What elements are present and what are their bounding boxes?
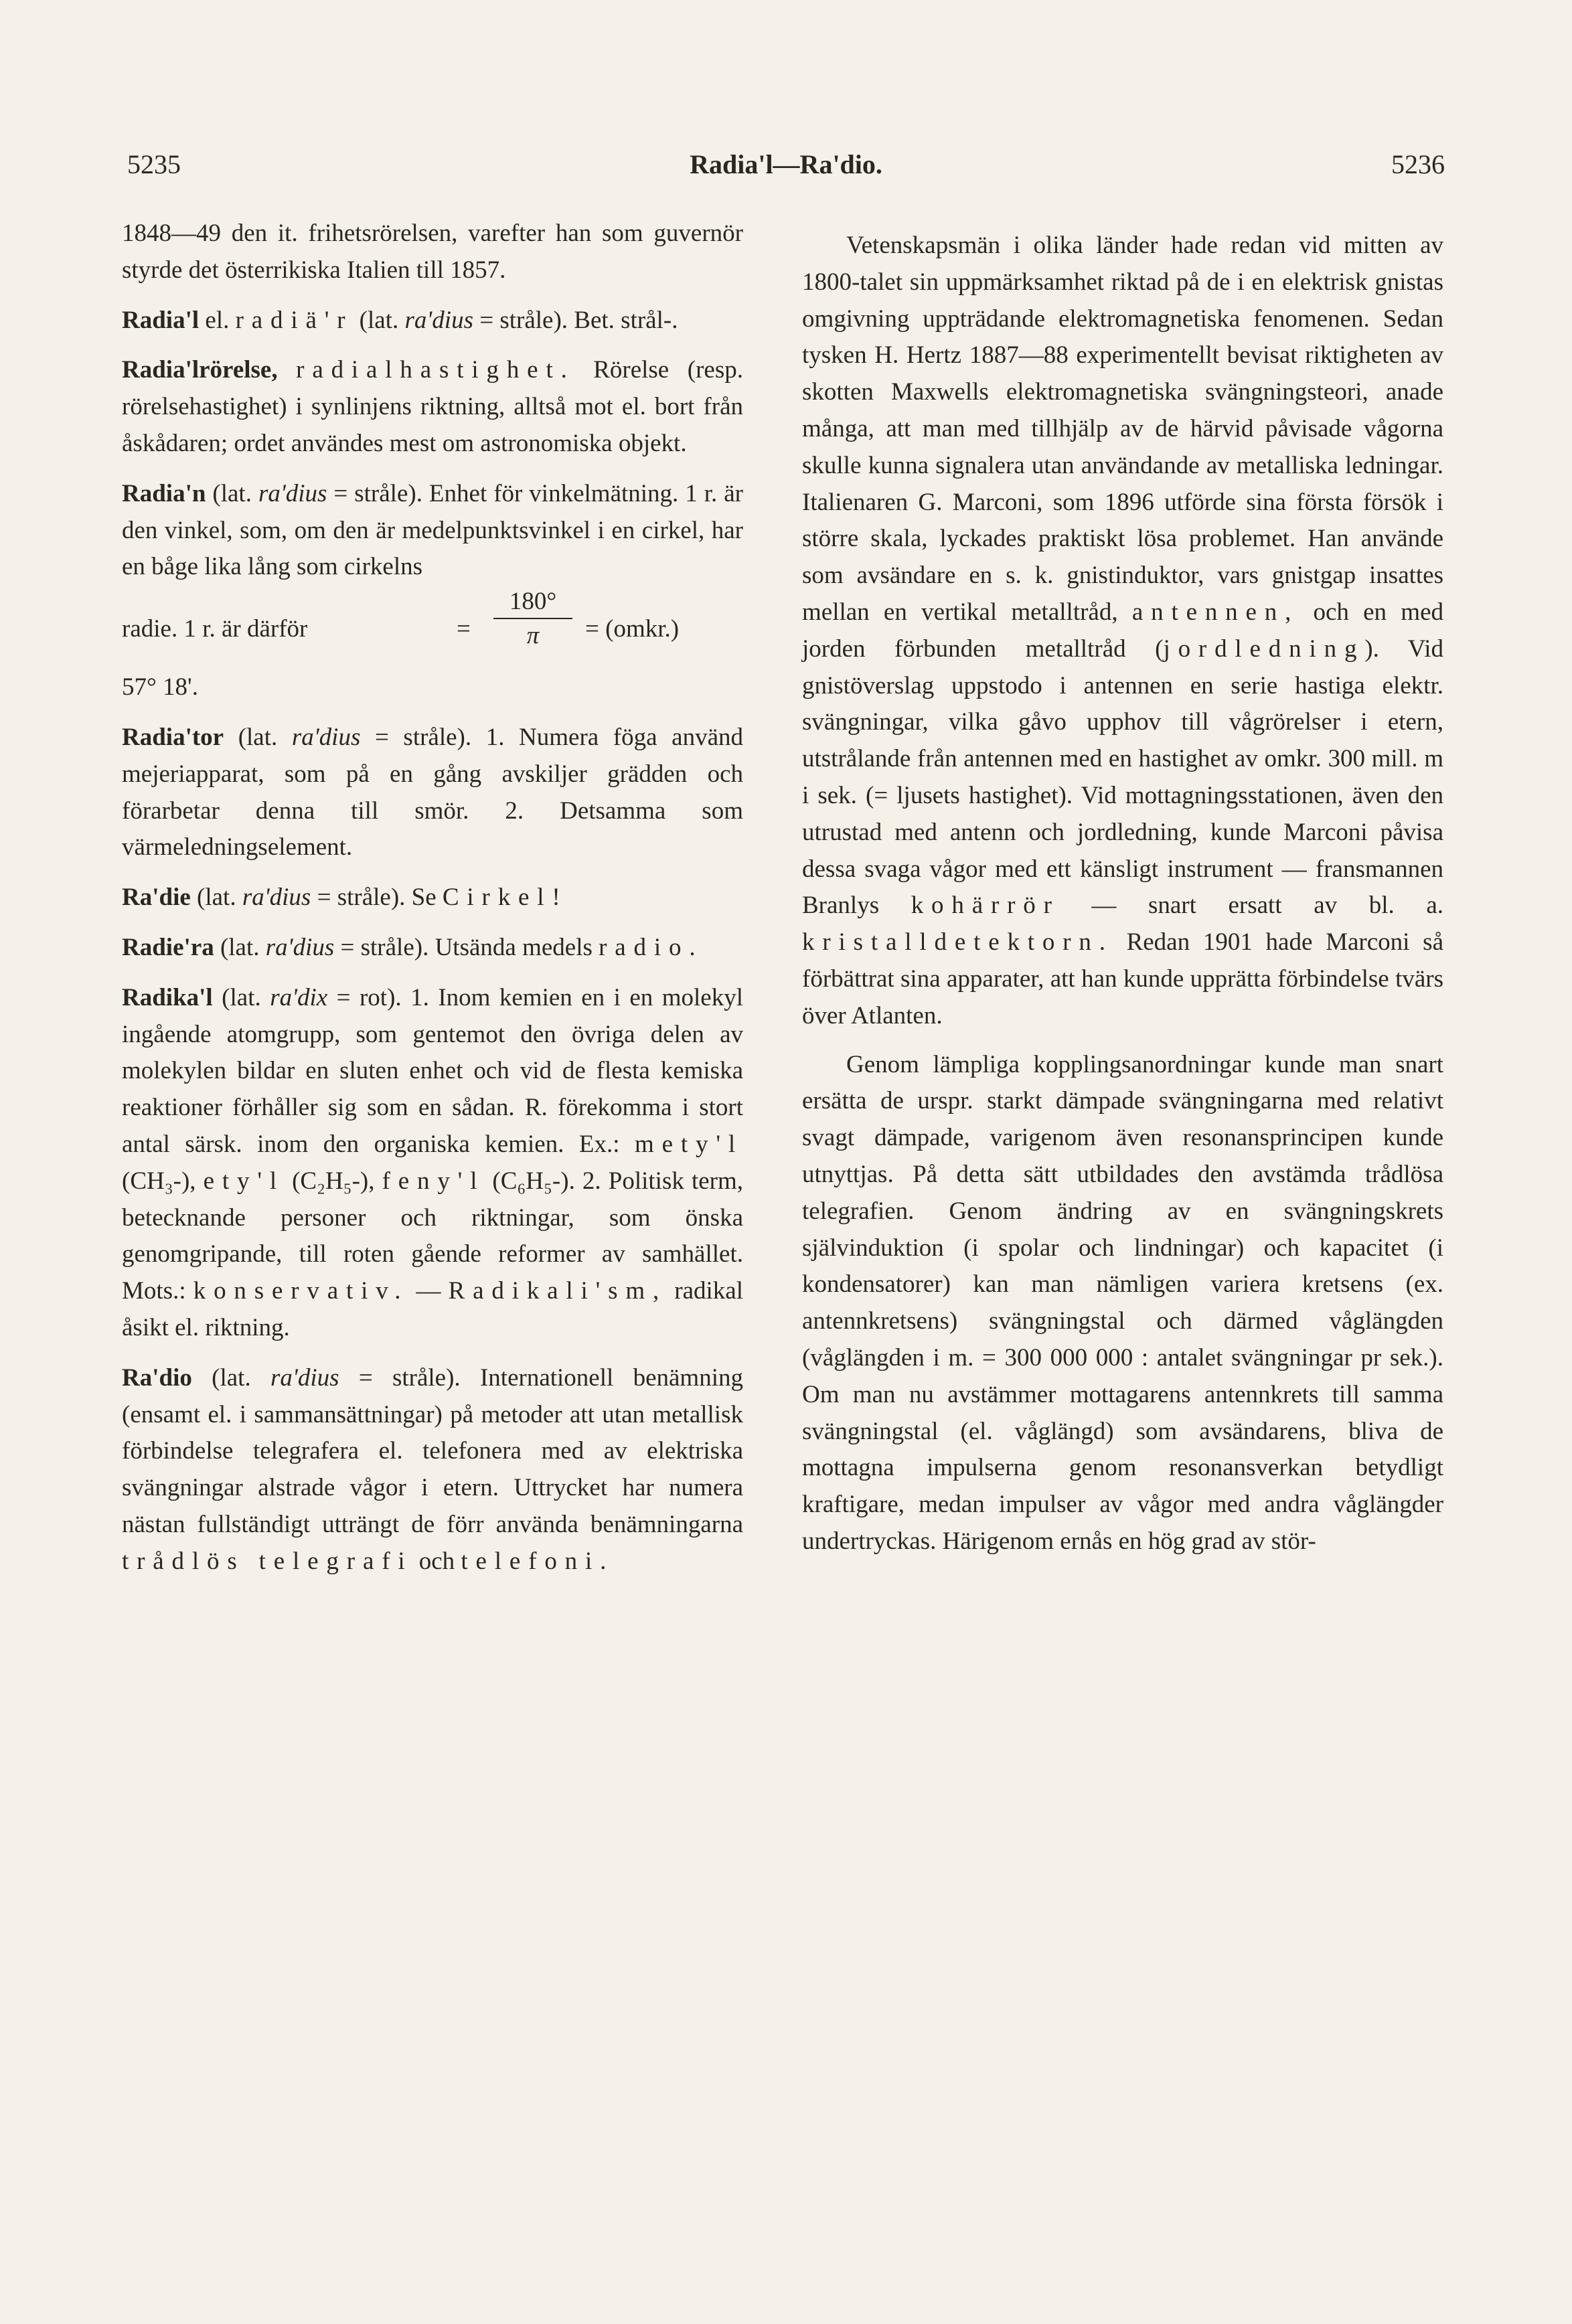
running-title: Radia'l—Ra'dio. bbox=[690, 149, 882, 179]
radian-formula: radie. 1 r. är därför = $\frac{180^\circ}{\pi}$ = (omkr.) bbox=[122, 586, 743, 669]
page-header bbox=[127, 149, 1445, 189]
entry-radiator: Radia'tor (lat. ra'dius = stråle). 1. Numera föga använd mejeriapparat, som på en gång avskiljer grädden och förarbetar denna till smör. 2. Detsamma som värmeledningselement. bbox=[122, 723, 743, 861]
fraction-denominator: π bbox=[526, 622, 540, 650]
entry-radio: Ra'dio (lat. ra'dius = stråle). Internationell benämning (ensamt el. i sammansättningar) på metoder att utan metallisk förbindelse telegrafera el. telefonera med av elektriska svängningar alstrade vågor i etern. Uttrycket har numera nästan fullständigt utträngt de förr använda benämningarna trådlös telegrafi och telefoni. bbox=[122, 1363, 743, 1575]
page-number-left: 5235 bbox=[127, 149, 181, 179]
fraction-numerator: 180° bbox=[493, 586, 572, 619]
entry-radie: Ra'die (lat. ra'dius = stråle). Se Cirkel! bbox=[122, 884, 568, 912]
entry-radian: Radia'n (lat. ra'dius = stråle). Enhet för vinkelmätning. 1 r. är den vinkel, som, om den är medelpunktsvinkel i en cirkel, har en båge lika lång som cirkelns bbox=[122, 479, 743, 581]
radio-history-paragraph: Vetenskapsmän i olika länder hade redan vid mitten av 1800-talet sin uppmärksamhet riktad på de i en elektrisk gnistas omgivning uppträdande elektromagnetiska fenomenen. Sedan tysken H. Hertz 1887—88 experimentellt bevisat riktigheten av skotten Maxwells elektromagnetiska svängningsteori, anade många, att man med tillhjälp av de härvid påvisade vågorna skulle kunna signalera utan användande av metalliska ledningar. Italienaren G. Marconi, som 1896 utförde sina första försök i större skala, lyckades praktiskt lösa problemet. Han använde som avsändare en s. k. gnistinduktor, vars gnistgap insattes mellan en vertikal metalltråd, antennen, och en med jorden förbunden metalltråd (jordledning). Vid gnistöverslag uppstodo i antennen en serie hastiga elektr. svängningar, vilka gåvo upphov till vågrörelser i etern, utstrålande från antennen med en hastighet av omkr. 300 mill. m i sek. (= ljusets hastighet). Vid mottagningsstationen, även den utrustad med antenn och jordledning, kunde Marconi påvisa dessa svaga vågor med ett känsligt instrument — fransmannen Branlys kohärrör — snart ersatt av bl. a. kristalldetektorn. Redan 1901 hade Marconi så förbättrat sina apparater, att han kunde upprätta förbindelse tvärs över Atlanten. bbox=[802, 232, 1444, 1029]
tuning-paragraph: Genom lämpliga kopplingsanordningar kunde man snart ersätta de urspr. starkt dämpade svängningarna med relativt svagt dämpade, varigenom även resonansprincipen kunde utnyttjas. På detta sätt utbildades den avstämda trådlösa telegrafien. Genom ändring av en svängningskrets självinduktion (i spolar och lindningar) och kapacitet (i kondensatorer) kan man nämligen variera kretsens (ex. antennkretsens) svängningstal och därmed våglängden (våglängden i m. = 300 000 000 : antalet svängningar pr sek.). Om man nu avstämmer mottagarens antennkrets till samma svängningstal (el. våglängd) som avsändarens, bliva de mottagna impulserna genom resonansverkan betydligt kraftigare, medan impulser av vågor med andra våglängder undertryckas. Härigenom ernås en hög grad av stör- bbox=[802, 1050, 1443, 1555]
entry-radialrorelse: Radia'lrörelse, radialhastighet. Rörelse (resp. rörelsehastighet) i synlinjens riktning, alltså mot el. bort från åskådaren; ordet användes mest om astronomiska objekt. bbox=[122, 356, 743, 457]
headword: Radia'n bbox=[122, 479, 206, 507]
left-column bbox=[122, 216, 743, 1580]
entry-radial: Radia'l el. radiä'r (lat. ra'dius = stråle). Bet. strål-. bbox=[122, 306, 678, 334]
headword: Radia'l bbox=[122, 306, 200, 334]
entry-radiera: Radie'ra (lat. ra'dius = stråle). Utsända medels radio. bbox=[122, 933, 704, 961]
fraction bbox=[493, 586, 572, 653]
headword: Ra'die bbox=[122, 884, 191, 912]
headword: Radie'ra bbox=[122, 933, 214, 961]
entry-radikal: Radika'l (lat. ra'dix = rot). 1. Inom kemien en i en molekyl ingående atomgrupp, som gentemot den övriga delen av molekylen bildar en sluten enhet och vid de flesta kemiska reaktioner förhåller sig som en sådan. R. förekomma i stort antal särsk. inom den organiska kemien. Ex.: mety'l (CH₃-), ety'l (C₂H₅-), feny'l (C₆H₅-). 2. Politisk term, betecknande personer och riktningar, som önska genomgripande, till roten gående reformer av samhället. Mots.: konservativ. — Radikali'sm, radikal åsikt el. riktning. bbox=[122, 983, 744, 1341]
page-number-right: 5236 bbox=[1391, 149, 1445, 179]
formula-result: 57° 18'. bbox=[122, 673, 198, 701]
headword: Radia'lrörelse, bbox=[122, 356, 278, 384]
headword: Radia'tor bbox=[122, 723, 224, 751]
right-column bbox=[802, 216, 1443, 1560]
intro-paragraph: 1848—49 den it. frihetsrörelsen, varefter han som guvernör styrde det österrikiska Italien till 1857. bbox=[122, 220, 743, 284]
headword: Radika'l bbox=[122, 983, 213, 1011]
headword: Ra'dio bbox=[122, 1363, 192, 1392]
